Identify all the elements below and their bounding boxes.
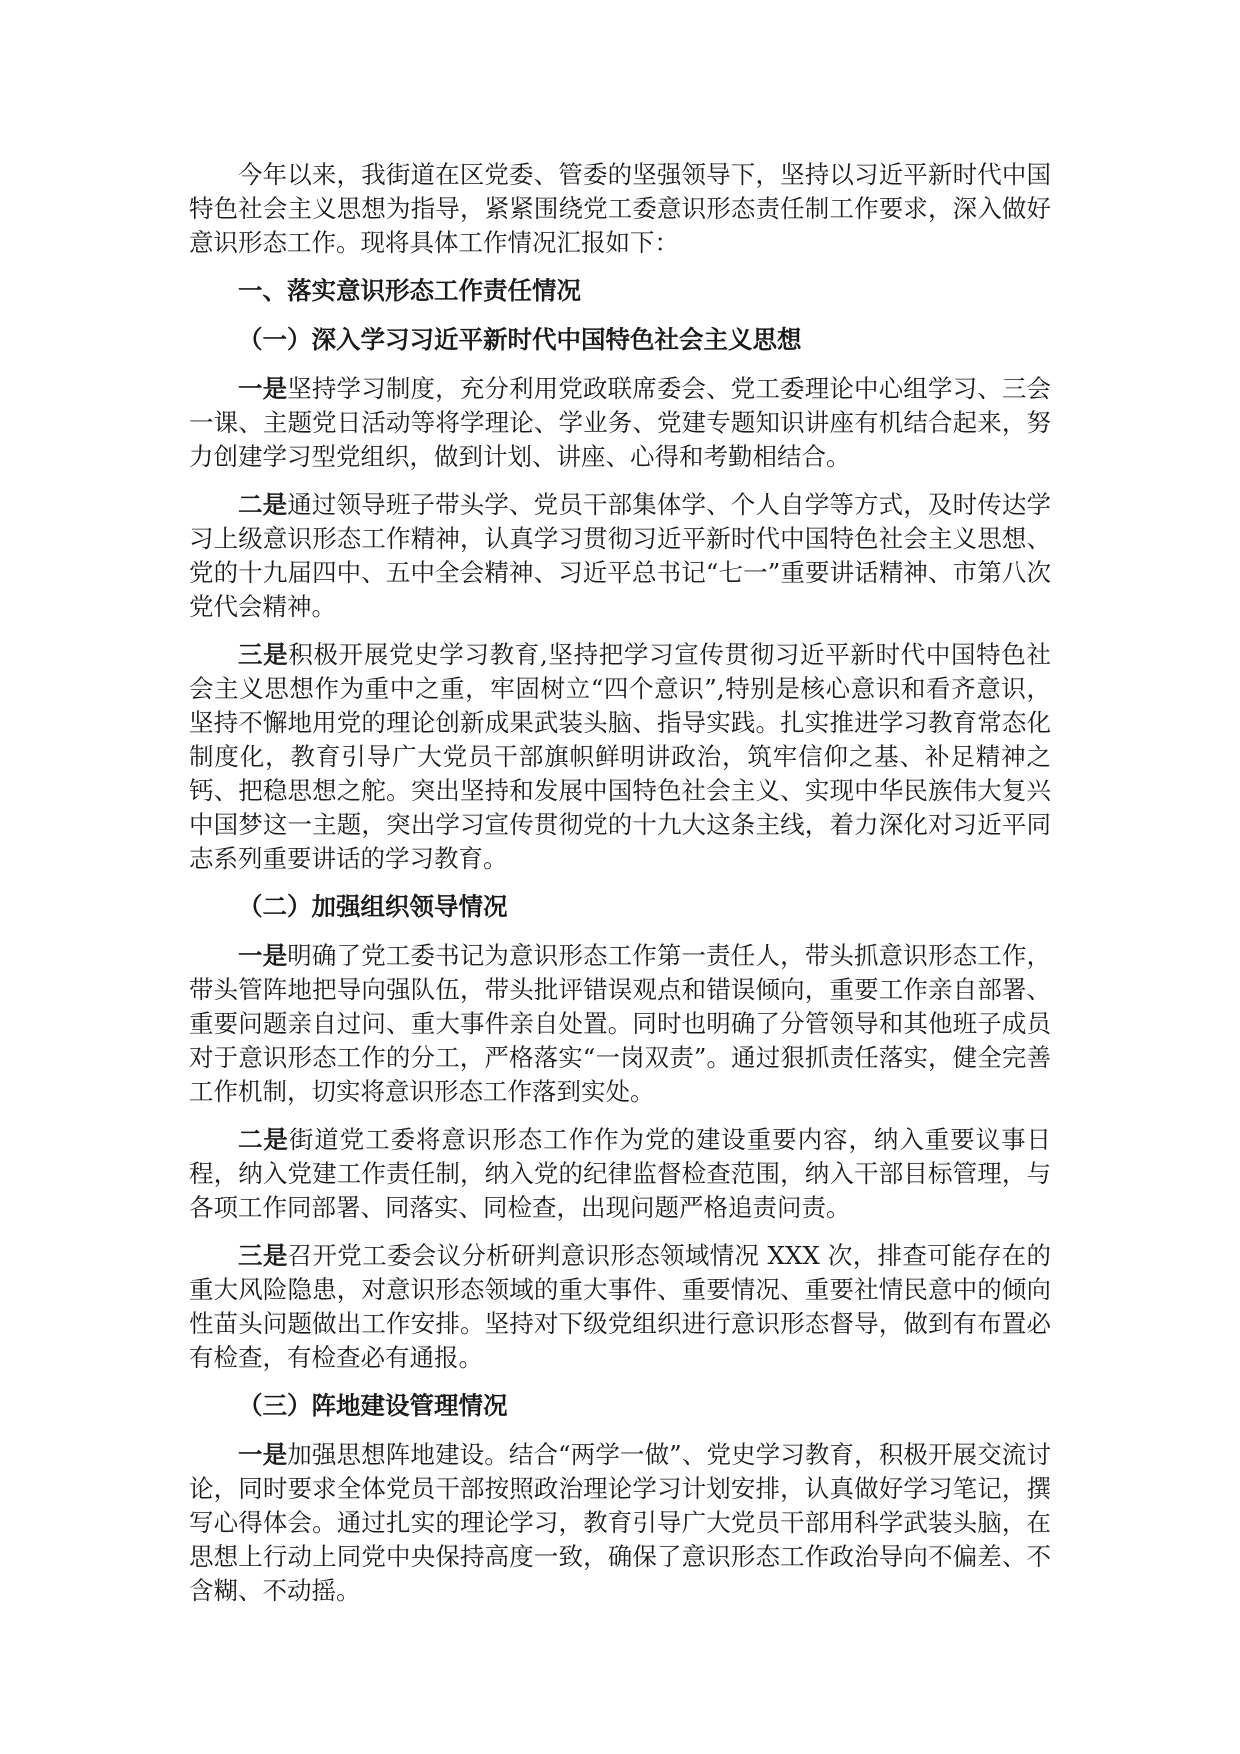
- paragraph: [189, 372, 1051, 474]
- subsection-heading-1: （一）深入学习习近平新时代中国特色社会主义思想: [238, 325, 802, 354]
- paragraph: [189, 1123, 1051, 1225]
- paragraph: [189, 1239, 1051, 1375]
- paragraph-lead: 一是: [238, 941, 288, 970]
- paragraph: [189, 638, 1051, 876]
- paragraph: [189, 939, 1051, 1109]
- paragraph-lead: 一是: [238, 1440, 288, 1469]
- section-heading: 一、落实意识形态工作责任情况: [238, 276, 581, 305]
- paragraph-lead: 一是: [238, 374, 288, 403]
- paragraph-text: 明确了党工委书记为意识形态工作第一责任人，带头抓意识形态工作，带头管阵地把导向强队伍，带头批评错误观点和错误倾向，重要工作亲自部署、重要问题亲自过问、重大事件亲自处置。同时也明确了分管领导和其他班子成员对于意识形态工作的分工，严格落实“一岗双责”。通过狠抓责任落实，健全完善工作机制，切实将意识形态工作落到实处。: [189, 941, 1051, 1106]
- paragraph-lead: 二是: [238, 1125, 289, 1154]
- paragraph-lead: 二是: [238, 490, 288, 519]
- paragraph-lead: 三是: [238, 1241, 288, 1270]
- paragraph-text: 坚持学习制度，充分利用党政联席委会、党工委理论中心组学习、三会一课、主题党日活动等将学理论、学业务、党建专题知识讲座有机结合起来，努力创建学习型党组织，做到计划、讲座、心得和考勤相结合。: [189, 374, 1051, 471]
- paragraph-text: 召开党工委会议分析研判意识形态领域情况 XXX 次，排查可能存在的重大风险隐患，对意识形态领域的重大事件、重要情况、重要社情民意中的倾向性苗头问题做出工作安排。坚持对下级党组织进行意识形态督导，做到有布置必有检查，有检查必有通报。: [189, 1241, 1051, 1372]
- paragraph-text: 积极开展党史学习教育,坚持把学习宣传贯彻习近平新时代中国特色社会主义思想作为重中之重，牢固树立“四个意识”,特别是核心意识和看齐意识，坚持不懈地用党的理论创新成果武装头脑、指导实践。扎实推进学习教育常态化制度化，教育引导广大党员干部旗帜鲜明讲政治，筑牢信仰之基、补足精神之钙、把稳思想之舵。突出坚持和发展中国特色社会主义、实现中华民族伟大复兴中国梦这一主题，突出学习宣传贯彻党的十九大这条主线，着力深化对习近平同志系列重要讲话的学习教育。: [189, 640, 1051, 873]
- document-page: [189, 158, 1051, 1622]
- paragraph-lead: 三是: [238, 640, 289, 669]
- paragraph: [189, 1438, 1051, 1608]
- subsection-heading-3: （三）阵地建设管理情况: [238, 1391, 508, 1420]
- subsection-heading-2: （二）加强组织领导情况: [238, 892, 508, 921]
- intro-paragraph: 今年以来，我街道在区党委、管委的坚强领导下，坚持以习近平新时代中国特色社会主义思想为指导，紧紧围绕党工委意识形态责任制工作要求，深入做好意识形态工作。现将具体工作情况汇报如下：: [189, 160, 1051, 257]
- paragraph-text: 加强思想阵地建设。结合“两学一做”、党史学习教育，积极开展交流讨论，同时要求全体党员干部按照政治理论学习计划安排，认真做好学习笔记，撰写心得体会。通过扎实的理论学习，教育引导广大党员干部用科学武装头脑，在思想上行动上同党中央保持高度一致，确保了意识形态工作政治导向不偏差、不含糊、不动摇。: [189, 1440, 1051, 1605]
- paragraph: [189, 488, 1051, 624]
- paragraph-text: 通过领导班子带头学、党员干部集体学、个人自学等方式，及时传达学习上级意识形态工作精神，认真学习贯彻习近平新时代中国特色社会主义思想、党的十九届四中、五中全会精神、习近平总书记“七一”重要讲话精神、市第八次党代会精神。: [189, 490, 1051, 621]
- paragraph-text: 街道党工委将意识形态工作作为党的建设重要内容，纳入重要议事日程，纳入党建工作责任制，纳入党的纪律监督检查范围，纳入干部目标管理，与各项工作同部署、同落实、同检查，出现问题严格追责问责。: [189, 1125, 1052, 1222]
